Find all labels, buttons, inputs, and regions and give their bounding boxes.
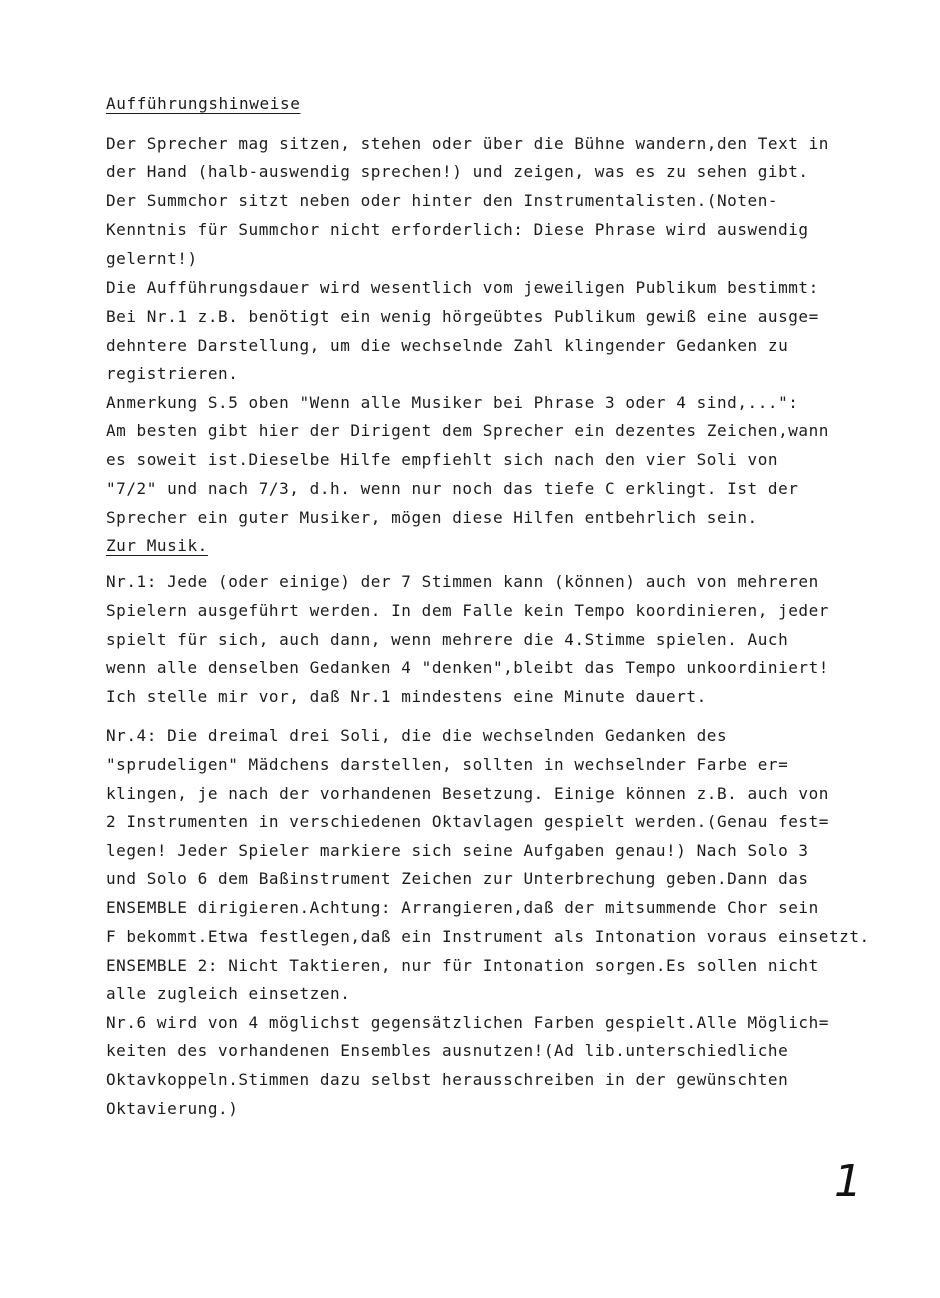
- text-line: Kenntnis für Summchor nicht erforderlich: Diese Phrase wird auswendig: [106, 220, 809, 239]
- text-line: dehntere Darstellung, um die wechselnde Zahl klingender Gedanken zu: [106, 336, 789, 355]
- text-line: Am besten gibt hier der Dirigent dem Sprecher ein dezentes Zeichen,wann: [106, 421, 829, 440]
- section-subheading: Zur Musik.: [106, 536, 208, 555]
- text-line: Nr.1: Jede (oder einige) der 7 Stimmen kann (können) auch von mehreren: [106, 572, 819, 591]
- text-line: alle zugleich einsetzen.: [106, 984, 351, 1003]
- text-line: ENSEMBLE dirigieren.Achtung: Arrangieren,daß der mitsummende Chor sein: [106, 898, 819, 917]
- text-line: Spielern ausgeführt werden. In dem Falle kein Tempo koordinieren, jeder: [106, 601, 829, 620]
- text-line: Ich stelle mir vor, daß Nr.1 mindestens eine Minute dauert.: [106, 687, 707, 706]
- text-line: legen! Jeder Spieler markiere sich seine Aufgaben genau!) Nach Solo 3: [106, 841, 809, 860]
- text-line: Die Aufführungsdauer wird wesentlich vom jeweiligen Publikum bestimmt:: [106, 278, 819, 297]
- text-line: es soweit ist.Dieselbe Hilfe empfiehlt sich nach den vier Soli von: [106, 450, 779, 469]
- text-line: gelernt!): [106, 249, 198, 268]
- text-line: Oktavierung.): [106, 1099, 239, 1118]
- text-line: Bei Nr.1 z.B. benötigt ein wenig hörgeübtes Publikum gewiß eine ausge=: [106, 307, 819, 326]
- text-line: "sprudeligen" Mädchens darstellen, sollten in wechselnder Farbe er=: [106, 755, 789, 774]
- text-line: Oktavkoppeln.Stimmen dazu selbst herausschreiben in der gewünschten: [106, 1070, 789, 1089]
- text-line: und Solo 6 dem Baßinstrument Zeichen zur Unterbrechung geben.Dann das: [106, 869, 809, 888]
- page-number: 1: [834, 1156, 862, 1207]
- text-line: keiten des vorhandenen Ensembles ausnutzen!(Ad lib.unterschiedliche: [106, 1041, 789, 1060]
- text-line: Sprecher ein guter Musiker, mögen diese Hilfen entbehrlich sein.: [106, 508, 758, 527]
- text-line: ENSEMBLE 2: Nicht Taktieren, nur für Intonation sorgen.Es sollen nicht: [106, 956, 819, 975]
- text-line: Der Sprecher mag sitzen, stehen oder über die Bühne wandern,den Text in: [106, 134, 829, 153]
- text-line: der Hand (halb-auswendig sprechen!) und zeigen, was es zu sehen gibt.: [106, 162, 809, 181]
- text-line: Der Summchor sitzt neben oder hinter den Instrumentalisten.(Noten-: [106, 191, 779, 210]
- text-line: Nr.4: Die dreimal drei Soli, die die wechselnden Gedanken des: [106, 726, 728, 745]
- text-line: F bekommt.Etwa festlegen,daß ein Instrument als Intonation voraus einsetzt.: [106, 927, 870, 946]
- text-line: spielt für sich, auch dann, wenn mehrere die 4.Stimme spielen. Auch: [106, 630, 789, 649]
- text-line: wenn alle denselben Gedanken 4 "denken",bleibt das Tempo unkoordiniert!: [106, 658, 829, 677]
- text-line: 2 Instrumenten in verschiedenen Oktavlagen gespielt werden.(Genau fest=: [106, 812, 829, 831]
- text-line: klingen, je nach der vorhandenen Besetzung. Einige können z.B. auch von: [106, 784, 829, 803]
- document-heading: Aufführungshinweise: [106, 94, 301, 113]
- text-line: Anmerkung S.5 oben "Wenn alle Musiker bei Phrase 3 oder 4 sind,...":: [106, 393, 799, 412]
- text-line: registrieren.: [106, 364, 239, 383]
- text-line: Nr.6 wird von 4 möglichst gegensätzlichen Farben gespielt.Alle Möglich=: [106, 1013, 829, 1032]
- text-line: "7/2" und nach 7/3, d.h. wenn nur noch das tiefe C erklingt. Ist der: [106, 479, 799, 498]
